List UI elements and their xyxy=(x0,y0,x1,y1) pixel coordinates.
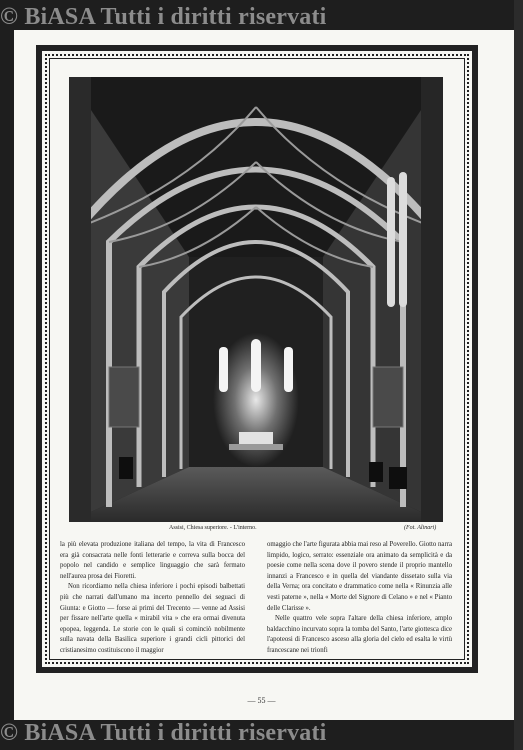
paragraph: la più elevata produzione italiana del tempo, la vita di Francesco era già consacrata nelle fonti letterarie e correva sulla bocca del popolo nel candido e semplice linguaggio che sarà fermato nell'aurea prosa dei Fioretti. xyxy=(60,541,245,580)
paragraph: Non ricordiamo nella chiesa inferiore i pochi episodi balbettati più che narrati dall'umano ma incerto pennello dei seguaci di Giunta: e Giotto — forse ai primi del Trecento — venne ad Assisi per fissare nell'arte quella « mirabil vita » che era ormai divenuta epopea, leggenda. Le storie con le quali si cominciò nobilmente sulla navata della Basilica superiore i grandi cicli pittorici del cristianesimo costituiscono il maggior xyxy=(60,583,245,654)
copyright-watermark-bottom: © BiASA Tutti i diritti riservati xyxy=(0,720,327,746)
photo-caption: Assisi, Chiesa superiore. - L'interno. xyxy=(169,525,257,531)
church-interior-photo xyxy=(69,77,443,522)
paragraph: omaggio che l'arte figurata abbia mai reso al Poverello. Giotto narra limpido, logico, serrato: essenziale ora animato da semplicità e da poesie come nella scena dove il povero stende il proprio mantello innanzi a Francesco e in quella del viandante dissetato sulla via della Verna; ora concitato e drammatico come nella « Rinunzia alle vesti paterne », nella « Morte del Signore di Celano » e nel « Pianto delle Clarisse ». xyxy=(267,541,452,612)
binding-edge xyxy=(514,0,523,750)
paragraph: Nelle quattro vele sopra l'altare della chiesa inferiore, amplo baldacchino incurvato sopra la tomba del Santo, l'arte giottesca dice l'apoteosi di Francesco asceso alla gloria del cielo ed esalta le virtù francescane nei trionfi xyxy=(267,615,452,654)
text-column-right xyxy=(267,540,452,657)
copyright-watermark-top: © BiASA Tutti i diritti riservati xyxy=(0,4,327,30)
text-column-left xyxy=(60,540,245,657)
photo-credit: (Fot. Alinari) xyxy=(404,525,437,531)
page-number: — 55 — xyxy=(247,696,276,705)
